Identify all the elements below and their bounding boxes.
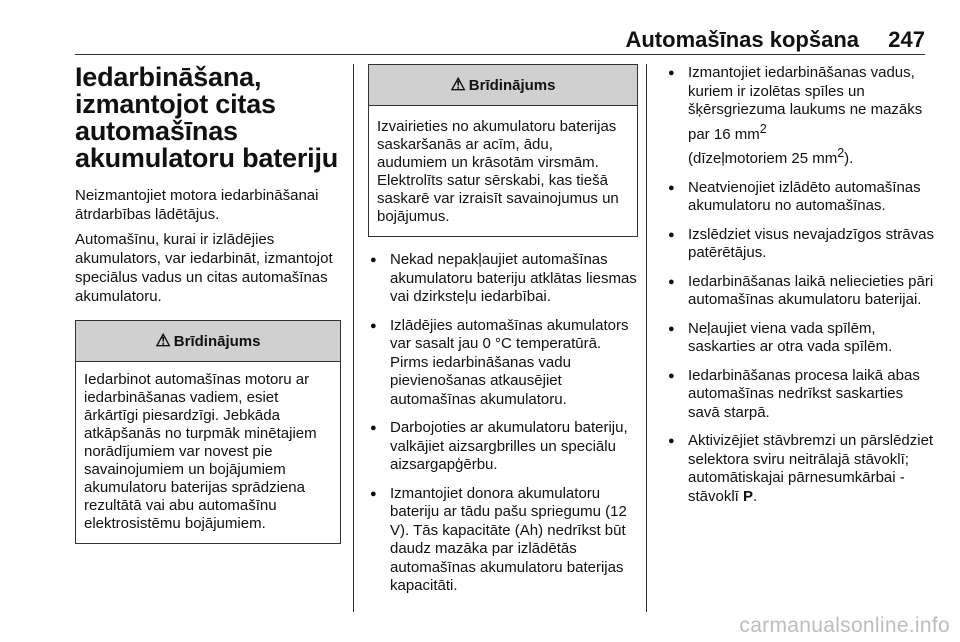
list-item: ● Iedarbināšanas procesa laikā abas automašīnas nedrīkst saskarties savā starpā. [666, 367, 936, 423]
warning-heading: Brīdinājums [468, 76, 556, 94]
bullet-list [666, 64, 936, 506]
list-item: ● Izmantojiet iedarbināšanas vadus, kuriem ir izolētas spīles un šķērsgriezuma laukums ne mazāks par 16 $mm^2$ (dīzeļmotoriem 25 $mm^2$). [666, 64, 936, 169]
section-title [75, 64, 341, 172]
list-item: ● Iedarbināšanas laikā neliecieties pāri automašīnas akumulatoru baterijai. [666, 273, 936, 310]
list-item: ● Izlādējies automašīnas akumulators var sasalt jau 0 °C temperatūrā. Pirms iedarbināšanas vadu pievienošanas atkausējiet automašīnas akumulatoru. [368, 317, 638, 410]
list-item: ● Nekad nepakļaujiet automašīnas akumulatoru bateriju atklātas liesmas vai dzirksteļu iedarbībai. [368, 251, 638, 307]
warning-text: Izvairieties no akumulatoru baterijas saskaršanās ar acīm, ādu, audumiem un krāsotām virsmām. Elektrolīts satur sērskabi, kas tiešā saskarē var izraisīt savainojumus un bojājumus. [377, 118, 619, 225]
bullet-list [368, 251, 638, 596]
warning-heading: Brīdinājums [173, 332, 261, 350]
list-item: ● Neatvienojiet izlādēto automašīnas akumulatoru no automašīnas. [666, 179, 936, 216]
page-header [75, 24, 925, 55]
column-2 [368, 64, 638, 606]
page-number: 247 [888, 27, 925, 52]
list-item: ● Izmantojiet donora akumulatoru bateriju ar tādu pašu spriegumu (12 V). Tās kapacitāte (Ah) nedrīkst būt daudz mazāka par izlādētās automašīnas akumulatoru baterijas kapacitāti. [368, 485, 638, 596]
chapter-title: Automašīnas kopšana [625, 27, 859, 52]
intro-paragraph: Neizmantojiet motora iedarbināšanai ātrdarbības lādētājus. [75, 187, 319, 223]
section-title-line: akumulatoru bateriju [75, 143, 339, 173]
warning-triangle-icon: ⚠ [155, 331, 171, 350]
warning-header [76, 321, 340, 362]
warning-triangle-icon: ⚠ [450, 75, 466, 94]
list-item: ● Darbojoties ar akumulatoru bateriju, valkājiet aizsargbrilles un speciālu aizsargapģērbu. [368, 419, 638, 475]
section-title-line: automašīnas [75, 116, 238, 146]
column-divider-1 [353, 64, 354, 612]
list-item: ● Neļaujiet viena vada spīlēm, saskarties ar otra vada spīlēm. [666, 320, 936, 357]
column-divider-2 [646, 64, 647, 612]
list-item: ● Aktivizējiet stāvbremzi un pārslēdziet selektora sviru neitrālajā stāvoklī; automātiskajai pārnesumkārbai - stāvoklī P. [666, 432, 936, 506]
column-1 [75, 64, 341, 544]
column-3 [666, 64, 936, 516]
warning-header [369, 65, 637, 106]
warning-text: Iedarbinot automašīnas motoru ar iedarbināšanas vadiem, esiet ārkārtīgi piesardzīgi. Jebkāda atkāpšanās no turpmāk minētajiem norādījumiem var novest pie savainojumiem un bojājumiem akumulatoru baterijas sprādziena rezultātā vai abu automašīnu elektrosistēmu bojājumiem. [84, 371, 317, 532]
section-title-line: izmantojot citas [75, 89, 276, 119]
intro-paragraph: Automašīnu, kurai ir izlādējies akumulators, var iedarbināt, izmantojot speciālus vadus un citas automašīnas akumulatoru. [75, 231, 333, 305]
watermark: carmanualsonline.info [739, 614, 950, 637]
section-title-line: Iedarbināšana, [75, 62, 262, 92]
warning-box [75, 320, 341, 544]
list-item: ● Izslēdziet visus nevajadzīgos strāvas patērētājus. [666, 226, 936, 263]
warning-box [368, 64, 638, 237]
